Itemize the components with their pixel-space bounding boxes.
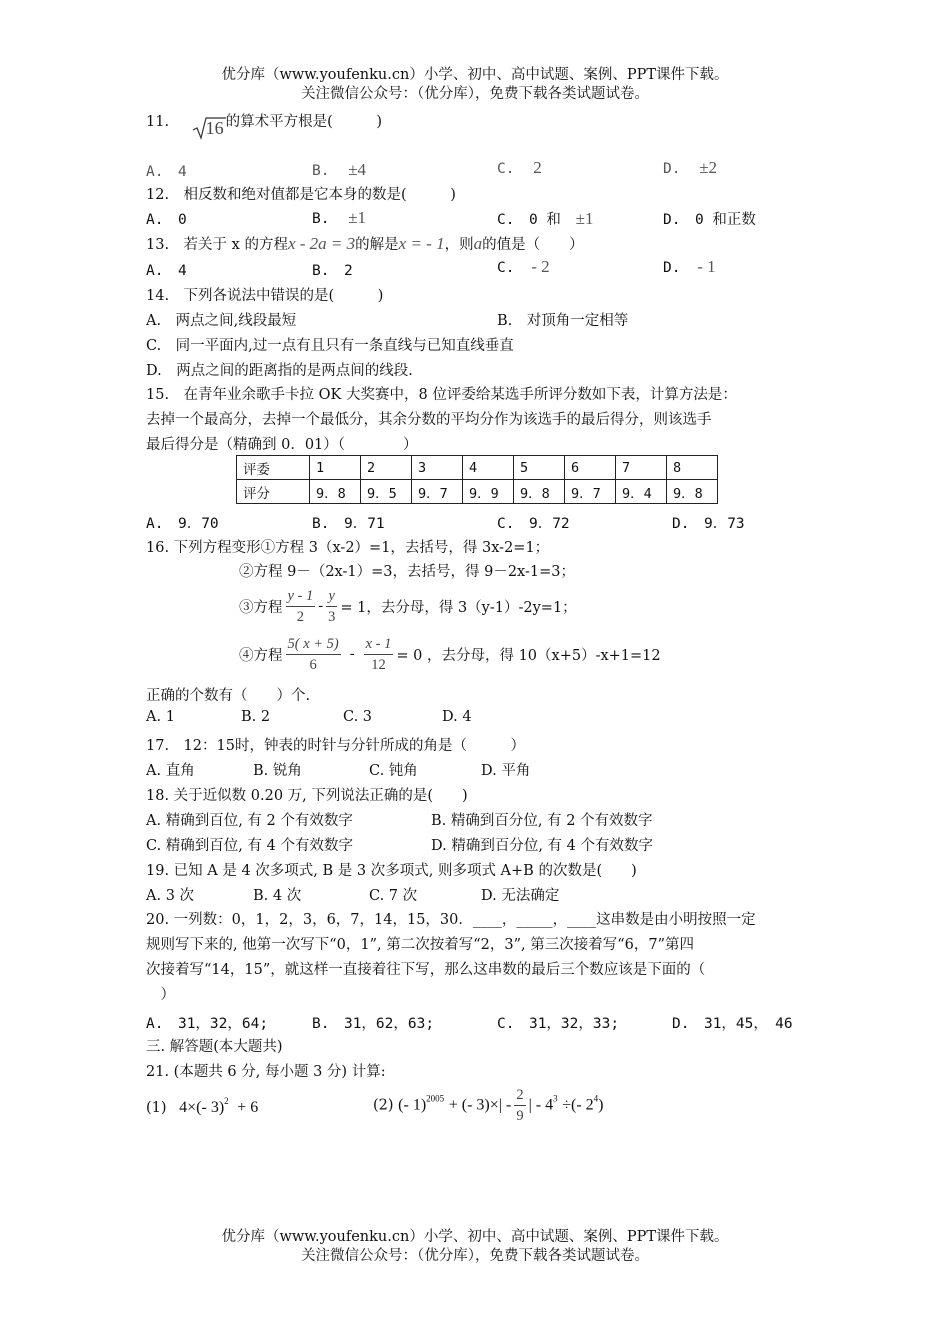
q12-option-d: D. 0 和正数 bbox=[663, 212, 756, 228]
table-cell: 3 bbox=[412, 456, 463, 480]
q11-option-a: A. 4 bbox=[146, 164, 187, 180]
fraction: $\frac{5( x + 5)}{6}$ bbox=[287, 636, 339, 673]
q17-stem: 17. 12：15时，钟表的时针与分针所成的角是（ ） bbox=[146, 738, 525, 754]
q17-option-a: A. 直角 bbox=[146, 763, 195, 779]
q16-line-1: 16. 下列方程变形①方程 3（x-2）=1，去括号，得 3x-2=1； bbox=[146, 540, 550, 556]
table-cell: 9．8 bbox=[514, 480, 565, 504]
table-cell: 2 bbox=[361, 456, 412, 480]
fraction: $\frac{x - 1}{12}$ bbox=[365, 636, 392, 673]
table-cell: 9．7 bbox=[412, 480, 463, 504]
q11-option-b: B. ±4 bbox=[312, 160, 367, 179]
q14-option-a: A. 两点之间,线段最短 bbox=[146, 313, 297, 329]
table-cell: 评委 bbox=[237, 456, 310, 480]
table-cell: 8 bbox=[667, 456, 718, 480]
q12-option-c: C. 0 和 ±1 bbox=[497, 209, 594, 228]
q15-option-a: A. 9．70 bbox=[146, 516, 219, 532]
q15-stem-line-2: 去掉一个最高分，去掉一个最低分，其余分数的平均分作为该选手的最后得分，则该选手 bbox=[146, 412, 712, 428]
q21-part-1: (1) 4×(- 3)$^2$ + 6 bbox=[146, 1096, 259, 1116]
q11-stem: 11. 16 的算术平方根是( ) bbox=[146, 114, 382, 138]
header-line-2: 关注微信公众号：（优分库），免费下载各类试题试卷。 bbox=[301, 86, 649, 102]
q21-part-2: (2) (- 1)$^{2005}$ + (- 3)×| - $\frac{2}{9}$ | - $4^3$ ÷(- $2^4$) bbox=[373, 1087, 604, 1124]
q13-option-a: A. 4 bbox=[146, 263, 187, 279]
q12-stem: 12. 相反数和绝对值都是它本身的数是( ) bbox=[146, 187, 456, 203]
q16-line-2: ②方程 9－（2x-1）=3，去括号，得 9－2x-1=3； bbox=[239, 564, 575, 580]
q11-option-d: D. ±2 bbox=[663, 158, 718, 177]
q14-option-b: B. 对顶角一定相等 bbox=[497, 313, 629, 329]
fraction: $\frac{2}{9}$ bbox=[516, 1087, 524, 1124]
q20-option-c: C. 31，32，33; bbox=[497, 1016, 620, 1032]
q16-option-a: A. 1 bbox=[146, 709, 175, 725]
q16-option-b: B. 2 bbox=[241, 709, 271, 725]
q19-stem: 19. 已知 A 是 4 次多项式, B 是 3 次多项式, 则多项式 A+B 的次数是( ) bbox=[146, 863, 637, 879]
q16-line-3: ③方程 $\frac{y - 1}{2}$ - $\frac{y}{3}$ = 1，去分母，得 3（y-1）-2y=1； bbox=[239, 588, 577, 625]
q16-option-d: D. 4 bbox=[442, 709, 472, 725]
sqrt-16: 16 bbox=[192, 116, 226, 140]
table-cell: 9．8 bbox=[667, 480, 718, 504]
q20-line-1: 20. 一列数：0，1，2，3，6，7，14，15，30．____，_____，____这串数是由小明按照一定 bbox=[146, 912, 756, 928]
table-cell: 4 bbox=[463, 456, 514, 480]
table-cell: 评分 bbox=[237, 480, 310, 504]
q13-option-d: D. - 1 bbox=[663, 257, 716, 276]
q15-option-b: B. 9．71 bbox=[312, 516, 385, 532]
q15-stem-line-3: 最后得分是（精确到 0．01）（ ） bbox=[146, 437, 418, 453]
q20-option-b: B. 31，62，63; bbox=[312, 1016, 435, 1032]
q16-line-5: 正确的个数有（ ）个. bbox=[146, 688, 311, 704]
q12-option-b: B. ±1 bbox=[312, 208, 367, 227]
q21-stem: 21. (本题共 6 分, 每小题 3 分) 计算: bbox=[146, 1064, 386, 1080]
fraction: $\frac{y - 1}{2}$ bbox=[287, 588, 314, 625]
q16-line-4: ④方程 $\frac{5( x + 5)}{6}$ - $\frac{x - 1}{12}$ = 0 ，去分母，得 10（x+5）-x+1=12 bbox=[239, 636, 661, 673]
q13-option-c: C. - 2 bbox=[497, 257, 550, 276]
q19-option-c: C. 7 次 bbox=[369, 888, 418, 904]
q15-stem-line-1: 15. 在青年业余歌手卡拉 OK 大奖赛中，8 位评委给某选手所评分数如下表，计算方法是： bbox=[146, 387, 737, 403]
q17-option-d: D. 平角 bbox=[481, 763, 531, 779]
q19-option-d: D. 无法确定 bbox=[481, 888, 560, 904]
header-line-1: 优分库（www.youfenku.cn）小学、初中、高中试题、案例、PPT课件下载。 bbox=[221, 67, 729, 83]
table-cell: 7 bbox=[616, 456, 667, 480]
q16-option-c: C. 3 bbox=[343, 709, 373, 725]
table-cell: 5 bbox=[514, 456, 565, 480]
footer-line-2: 关注微信公众号：（优分库），免费下载各类试题试卷。 bbox=[301, 1248, 649, 1264]
q20-line-3: 次接着写“14，15”，就这样一直接着往下写，那么这串数的最后三个数应该是下面的（ bbox=[146, 962, 706, 978]
q19-option-a: A. 3 次 bbox=[146, 888, 195, 904]
q18-option-d: D. 精确到百分位, 有 4 个有效数字 bbox=[431, 838, 653, 854]
table-cell: 6 bbox=[565, 456, 616, 480]
page-header bbox=[0, 66, 950, 104]
fraction: $\frac{y}{3}$ bbox=[328, 588, 336, 625]
q18-option-a: A. 精确到百位, 有 2 个有效数字 bbox=[146, 813, 353, 829]
q17-option-c: C. 钝角 bbox=[369, 763, 418, 779]
q15-option-c: C. 9．72 bbox=[497, 516, 570, 532]
table-row bbox=[237, 456, 718, 480]
table-cell: 9．7 bbox=[565, 480, 616, 504]
q19-option-b: B. 4 次 bbox=[253, 888, 302, 904]
section-3-title: 三. 解答题(本大题共) bbox=[146, 1039, 283, 1055]
q18-stem: 18. 关于近似数 0.20 万, 下列说法正确的是( ) bbox=[146, 788, 468, 804]
q17-option-b: B. 锐角 bbox=[253, 763, 302, 779]
q20-option-a: A. 31，32，64; bbox=[146, 1016, 269, 1032]
q18-option-b: B. 精确到百分位, 有 2 个有效数字 bbox=[431, 813, 653, 829]
q14-option-d: D. 两点之间的距离指的是两点间的线段. bbox=[146, 363, 413, 379]
q18-option-c: C. 精确到百位, 有 4 个有效数字 bbox=[146, 838, 353, 854]
q11-option-c: C. 2 bbox=[497, 158, 542, 177]
table-cell: 9．9 bbox=[463, 480, 514, 504]
footer-line-1: 优分库（www.youfenku.cn）小学、初中、高中试题、案例、PPT课件下载。 bbox=[221, 1229, 729, 1245]
table-row bbox=[237, 480, 718, 504]
q14-stem: 14. 下列各说法中错误的是( ) bbox=[146, 288, 384, 304]
q13-option-b: B. 2 bbox=[312, 263, 353, 279]
table-cell: 1 bbox=[310, 456, 361, 480]
q13-stem: 13. 若关于 x 的方程x - 2a = 3的解是x = - 1，则a的值是（ ） bbox=[146, 234, 584, 253]
q15-option-d: D. 9．73 bbox=[672, 516, 745, 532]
q12-option-a: A. 0 bbox=[146, 212, 187, 228]
q20-line-2: 规则写下来的, 他第一次写下“0，1”, 第二次按着写“2，3”, 第三次接着写“6，7”第四 bbox=[146, 937, 694, 953]
table-cell: 9．5 bbox=[361, 480, 412, 504]
score-table bbox=[236, 455, 718, 504]
q14-option-c: C. 同一平面内,过一点有且只有一条直线与已知直线垂直 bbox=[146, 338, 514, 354]
q20-option-d: D. 31，45， 46 bbox=[672, 1016, 793, 1032]
page-footer bbox=[0, 1228, 950, 1266]
q20-line-4: ） bbox=[146, 987, 175, 1003]
table-cell: 9．4 bbox=[616, 480, 667, 504]
table-cell: 9．8 bbox=[310, 480, 361, 504]
